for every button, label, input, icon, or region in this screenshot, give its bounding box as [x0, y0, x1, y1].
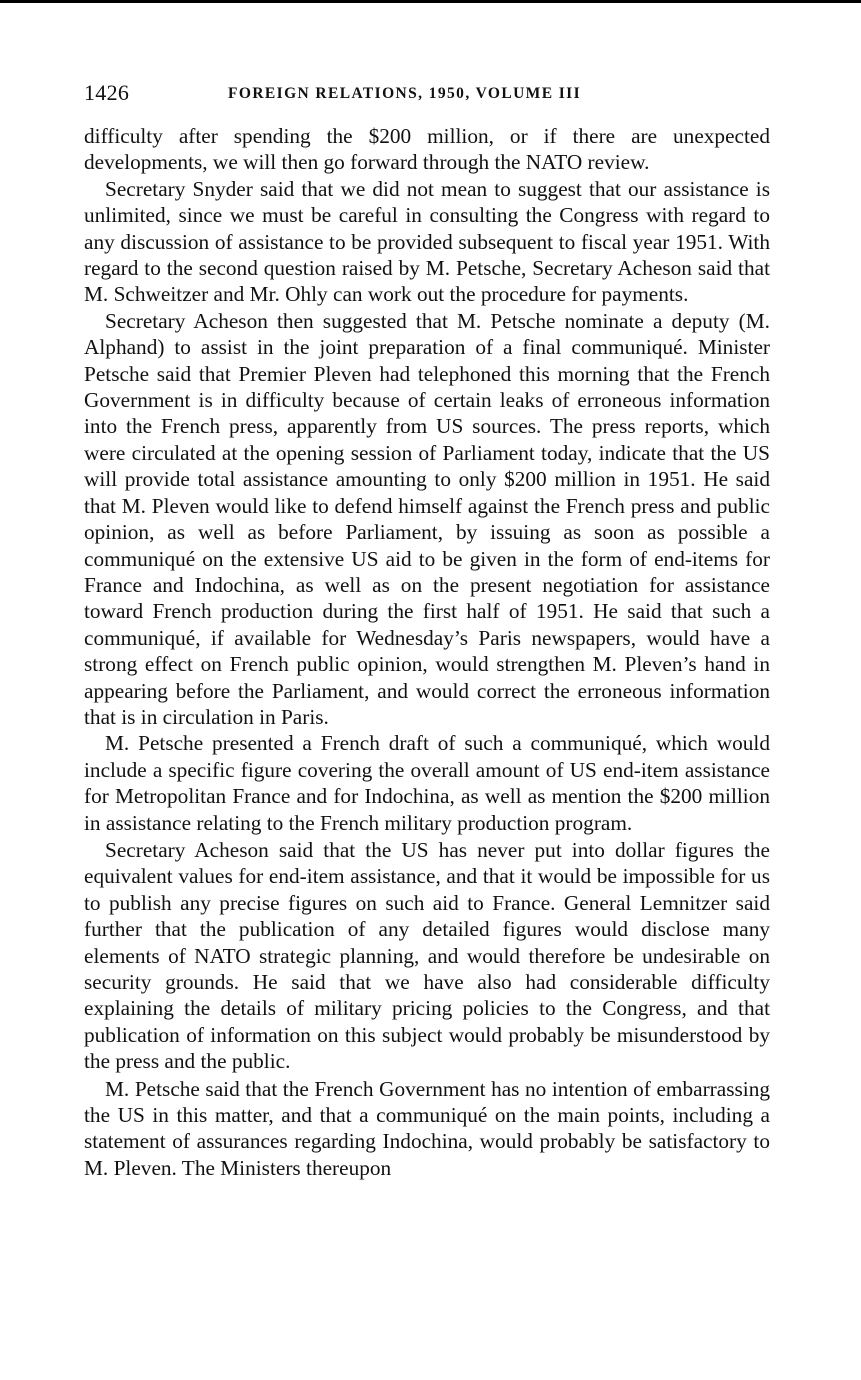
paragraph: Secretary Snyder said that we did not mean to suggest that our assistance is unlimited, since we must be careful in consulting the Congress with regard to any discussion of assistance to be provided subsequent to fiscal year 1951. With regard to the second question raised by M. Petsche, Secretary Acheson said that M. Schweitzer and Mr. Ohly can work out the procedure for payments.	[84, 176, 770, 307]
paragraph-continuation: difficulty after spending the $200 million, or if there are unexpected developments, we will then go forward through the NATO review.	[84, 124, 770, 175]
body-text	[84, 123, 770, 1181]
paragraph: Secretary Acheson then suggested that M. Petsche nominate a deputy (M. Alphand) to assist in the joint preparation of a final communiqué. Minister Petsche said that Premier Pleven had telephoned this morning that the French Government is in difficulty because of certain leaks of erroneous information into the French press, apparently from US sources. The press reports, which were circulated at the opening session of Parliament today, indicate that the US will provide total assistance amounting to only $200 million in 1951. He said that M. Pleven would like to defend himself against the French press and public opinion, as well as before Parliament, by issuing as soon as possible a communiqué on the extensive US aid to be given in the form of end-items for France and Indochina, as well as on the present negotiation for assistance toward French production during the first half of 1951. He said that such a communiqué, if available for Wednesday’s Paris newspapers, would have a strong effect on French public opinion, would strengthen M. Pleven’s hand in appearing before the Parliament, and would correct the erroneous information that is in circulation in Paris.	[84, 308, 770, 729]
header-title: FOREIGN RELATIONS, 1950, VOLUME III	[228, 85, 581, 102]
paragraph: M. Petsche said that the French Government has no intention of embarrassing the US in this matter, and that a communiqué on the main points, including a statement of assurances regarding Indochina, would probably be satisfactory to M. Pleven. The Ministers thereupon	[84, 1076, 770, 1180]
paragraph: Secretary Acheson said that the US has never put into dollar figures the equivalent values for end-item assistance, and that it would be impossible for us to publish any precise figures on such aid to France. General Lemnitzer said further that the publication of any detailed figures would disclose many elements of NATO strategic planning, and would therefore be undesirable on security grounds. He said that we have also had considerable difficulty explaining the details of military pricing policies to the Congress, and that publication of information on this subject would probably be misunderstood by the press and the public.	[84, 837, 770, 1074]
paragraph: M. Petsche presented a French draft of such a communiqué, which would include a specific figure covering the overall amount of US end-item assistance for Metropolitan France and for Indochina, as well as mention the $200 million in assistance relating to the French military production program.	[84, 731, 770, 835]
running-header	[84, 80, 770, 110]
top-border-rule	[0, 0, 861, 3]
page-number: 1426	[84, 80, 130, 105]
